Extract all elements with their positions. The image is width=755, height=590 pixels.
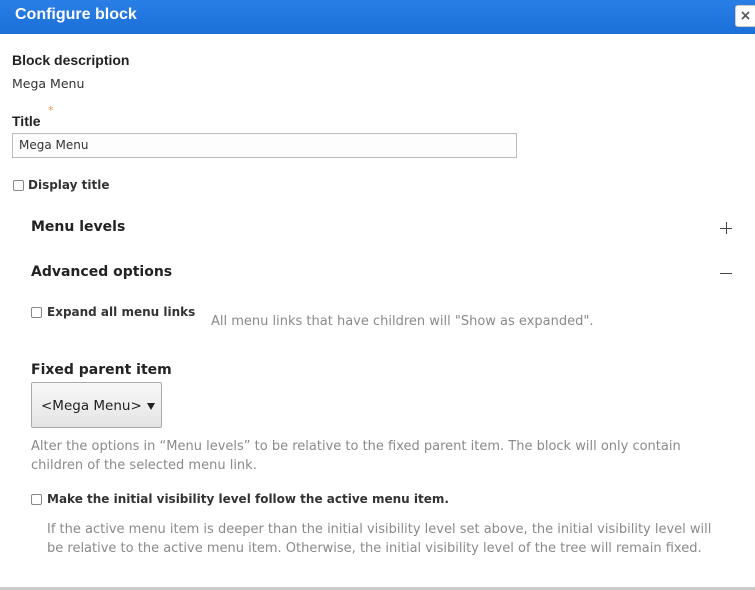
- follow-active-description-line1: If the active menu item is deeper than the initial visibility level set above, the initial visibility level will: [47, 522, 712, 537]
- advanced-options-toggle[interactable]: Advanced options: [31, 264, 173, 280]
- required-marker: *: [48, 104, 54, 117]
- fixed-parent-select[interactable]: [31, 382, 162, 428]
- expand-all-label[interactable]: Expand all menu links: [47, 305, 196, 319]
- fixed-parent-description-line2: children of the selected menu link.: [31, 458, 257, 473]
- menu-levels-toggle[interactable]: Menu levels: [31, 219, 126, 235]
- fixed-parent-description-line1: Alter the options in “Menu levels” to be relative to the fixed parent item. The block will only contain: [31, 439, 681, 454]
- close-icon: ×: [739, 8, 752, 24]
- plus-icon[interactable]: [720, 222, 732, 234]
- chevron-down-icon: [147, 403, 155, 410]
- title-input[interactable]: Mega Menu: [12, 133, 517, 158]
- display-title-label[interactable]: Display title: [28, 178, 110, 192]
- expand-all-checkbox[interactable]: [31, 307, 42, 318]
- title-label: Title: [12, 113, 41, 129]
- minus-icon[interactable]: [720, 267, 732, 279]
- follow-active-description-line2: be relative to the active menu item. Otherwise, the initial visibility level of the tree will remain fixed.: [47, 541, 702, 556]
- expand-all-description: All menu links that have children will "Show as expanded".: [211, 314, 594, 329]
- dialog-title: Configure block: [15, 6, 137, 23]
- block-description-label: Block description: [12, 52, 130, 68]
- display-title-checkbox[interactable]: [13, 180, 24, 191]
- follow-active-label[interactable]: Make the initial visibility level follow the active menu item.: [47, 492, 449, 506]
- block-description-value: Mega Menu: [12, 76, 85, 91]
- fixed-parent-label: Fixed parent item: [31, 362, 172, 378]
- close-button[interactable]: [735, 5, 755, 27]
- fixed-parent-selected-value: <Mega Menu>: [41, 398, 142, 414]
- follow-active-checkbox[interactable]: [31, 494, 42, 505]
- dialog-titlebar: [0, 0, 755, 34]
